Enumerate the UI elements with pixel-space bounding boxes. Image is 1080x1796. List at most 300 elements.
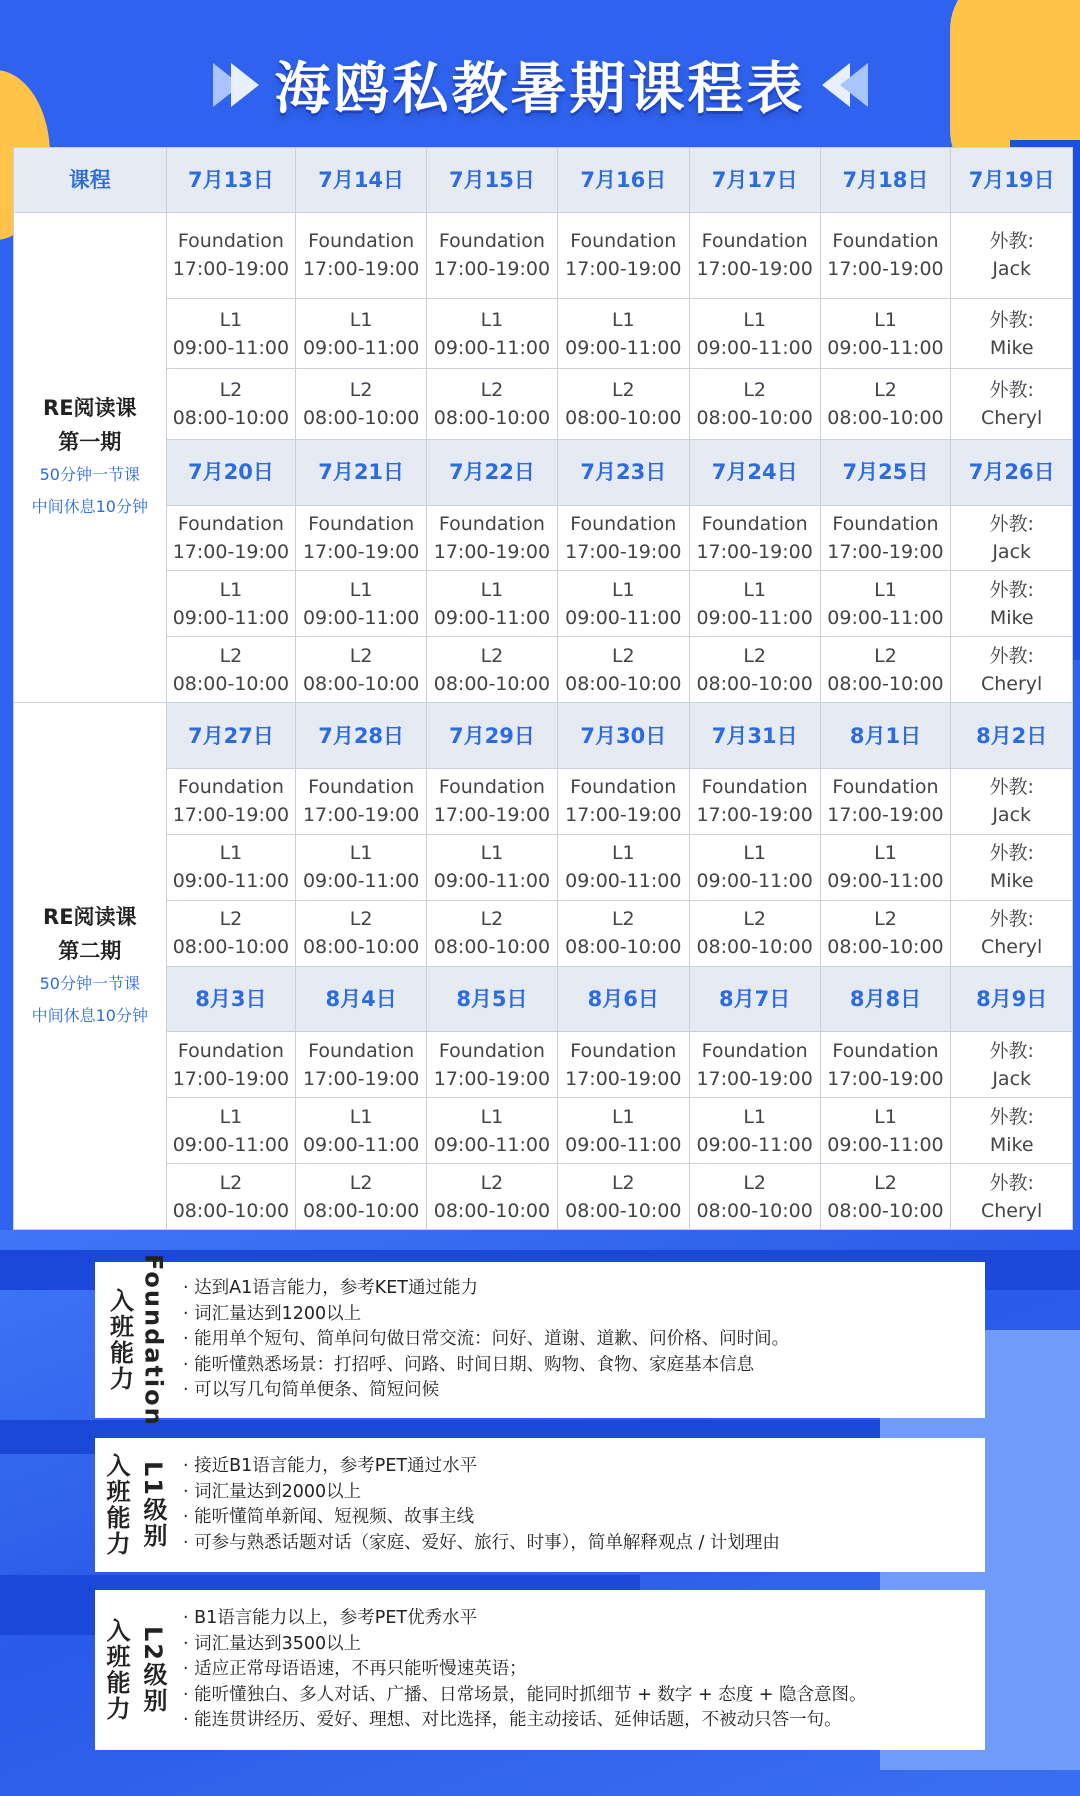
teacher-label: 外教: [989,230,1034,253]
session-cell [689,571,820,637]
requirement-item: · 能听懂熟悉场景：打招呼、问路、时间日期、购物、食物、家庭基本信息 [183,1353,789,1379]
requirement-card [95,1253,985,1427]
teacher-name: Cheryl [981,407,1043,430]
session-cell [296,212,427,298]
date-header: 7月22日 [427,439,558,505]
teacher-name: Jack [992,1067,1032,1090]
requirement-item: · 接近B1语言能力，参考PET通过水平 [183,1454,780,1480]
date-header: 8月2日 [951,703,1073,769]
session-level: Foundation [177,513,284,536]
session-level: L1 [349,578,373,601]
requirement-card [95,1438,985,1572]
session-time: 08:00-10:00 [696,1199,813,1222]
session-time: 17:00-19:00 [827,804,944,827]
level-label: L1级别 [139,1461,167,1549]
session-cell [689,637,820,703]
session-time: 09:00-11:00 [696,336,813,359]
session-time: 09:00-11:00 [696,870,813,893]
teacher-label: 外教: [989,1105,1034,1128]
session-time: 08:00-10:00 [433,407,551,430]
session-time: 08:00-10:00 [172,936,290,959]
session-cell [820,505,951,571]
session-level: L1 [611,842,635,865]
requirement-item: · 词汇量达到3500以上 [183,1632,867,1658]
session-cell [820,834,951,900]
session-cell [820,298,951,368]
session-time: 08:00-10:00 [565,672,682,695]
session-time: 09:00-11:00 [696,1133,813,1156]
session-level: L1 [611,308,635,331]
session-level: L2 [349,644,373,667]
date-header: 7月16日 [557,148,689,213]
date-header-row [14,703,1073,769]
session-level: Foundation [701,1039,808,1062]
date-header: 8月5日 [427,966,558,1032]
session-time: 09:00-11:00 [302,606,420,629]
session-level: L2 [480,644,504,667]
session-level: L2 [349,1171,373,1194]
date-header: 8月1日 [820,703,951,769]
session-level: L1 [874,308,897,331]
session-time: 08:00-10:00 [565,407,682,430]
teacher-cell [951,298,1073,368]
teacher-cell [951,1032,1073,1098]
session-time: 08:00-10:00 [433,1199,551,1222]
table-row [14,1164,1073,1230]
table-row [14,369,1073,439]
session-cell [296,1098,427,1164]
session-cell [166,212,296,298]
session-level: L2 [219,379,243,402]
session-time: 09:00-11:00 [827,606,944,629]
requirement-item: · 能听懂简单新闻、短视频、故事主线 [183,1505,780,1531]
requirement-item: · 能听懂独白、多人对话、广播、日常场景，能同时抓细节 + 数字 + 态度 + 隐含意图。 [183,1683,867,1709]
session-cell [296,768,427,834]
session-cell [166,1164,296,1230]
session-time: 17:00-19:00 [302,804,420,827]
session-time: 08:00-10:00 [302,936,420,959]
term-title: 第一期 [58,430,122,455]
session-time: 09:00-11:00 [565,336,682,359]
session-cell [820,212,951,298]
teacher-name: Mike [989,336,1034,359]
level-label: Foundation [139,1253,168,1427]
session-level: L2 [611,908,635,931]
session-level: L1 [219,1105,243,1128]
teacher-name: Jack [992,258,1032,281]
session-level: Foundation [308,230,415,253]
session-cell [427,571,558,637]
session-cell [427,768,558,834]
teacher-cell [951,900,1073,966]
date-header: 7月14日 [296,148,427,213]
session-time: 17:00-19:00 [827,541,944,564]
date-header: 7月19日 [951,148,1073,213]
session-time: 09:00-11:00 [827,1133,944,1156]
session-time: 09:00-11:00 [172,870,290,893]
session-cell [689,369,820,439]
ability-label: 入班能力 [102,1453,130,1557]
date-header: 8月6日 [557,966,689,1032]
session-level: L2 [480,908,504,931]
session-time: 17:00-19:00 [302,541,420,564]
date-header-row [14,966,1073,1032]
requirement-label [95,1590,175,1750]
session-cell [296,900,427,966]
term-title: RE阅读课 [43,905,137,930]
session-level: L2 [611,379,635,402]
session-cell [427,900,558,966]
session-level: L2 [611,644,635,667]
session-level: L1 [349,308,373,331]
session-time: 17:00-19:00 [696,258,813,281]
session-cell [427,1164,558,1230]
session-level: L1 [743,308,766,331]
session-time: 09:00-11:00 [827,870,944,893]
session-cell [427,1098,558,1164]
date-header: 7月13日 [166,148,296,213]
teacher-cell [951,571,1073,637]
date-header: 7月27日 [166,703,296,769]
session-cell [689,1164,820,1230]
session-time: 09:00-11:00 [302,336,420,359]
session-time: 17:00-19:00 [172,1067,290,1090]
teacher-label: 外教: [989,379,1034,402]
session-cell [820,1098,951,1164]
session-level: Foundation [832,513,939,536]
session-level: L2 [480,379,504,402]
table-row [14,834,1073,900]
requirement-list [175,1606,867,1734]
session-time: 09:00-11:00 [172,606,290,629]
session-cell [427,212,558,298]
ability-label: 入班能力 [105,1288,134,1392]
session-time: 08:00-10:00 [172,407,290,430]
term-note: 50分钟一节课 [39,974,140,994]
table-row [14,298,1073,368]
date-header: 7月30日 [557,703,689,769]
teacher-label: 外教: [989,513,1034,536]
date-header: 7月28日 [296,703,427,769]
session-time: 17:00-19:00 [172,258,290,281]
date-header: 7月21日 [296,439,427,505]
session-time: 08:00-10:00 [433,936,551,959]
session-cell [820,571,951,637]
session-cell [166,768,296,834]
date-header: 7月31日 [689,703,820,769]
session-level: Foundation [308,513,415,536]
session-cell [296,637,427,703]
term-cell [14,703,167,1230]
session-level: L2 [743,379,766,402]
session-time: 17:00-19:00 [565,1067,682,1090]
teacher-label: 外教: [989,1171,1034,1194]
session-cell [689,1098,820,1164]
session-cell [820,768,951,834]
double-arrow-right-icon [213,63,259,107]
requirement-item: · 词汇量达到1200以上 [183,1302,789,1328]
session-time: 17:00-19:00 [827,1067,944,1090]
session-level: L1 [480,842,504,865]
session-level: L2 [874,908,897,931]
session-time: 17:00-19:00 [433,258,551,281]
session-level: L2 [219,1171,243,1194]
teacher-label: 外教: [989,644,1034,667]
session-level: Foundation [701,776,808,799]
ability-label: 入班能力 [102,1618,130,1722]
session-level: L1 [480,578,504,601]
date-header: 7月20日 [166,439,296,505]
term-title: RE阅读课 [43,396,137,421]
session-time: 09:00-11:00 [433,1133,551,1156]
session-level: L1 [611,578,635,601]
requirement-label [95,1253,175,1427]
teacher-name: Mike [989,870,1034,893]
session-time: 08:00-10:00 [565,936,682,959]
session-cell [296,571,427,637]
term-title: 第二期 [58,939,122,964]
session-level: L1 [349,1105,373,1128]
session-level: L2 [743,644,766,667]
session-level: L1 [611,1105,635,1128]
session-level: Foundation [438,513,545,536]
session-level: Foundation [438,230,545,253]
table-row [14,212,1073,298]
session-cell [689,212,820,298]
session-cell [557,1098,689,1164]
session-cell [427,298,558,368]
session-cell [689,768,820,834]
session-time: 08:00-10:00 [696,672,813,695]
teacher-cell [951,1164,1073,1230]
level-label: L2级别 [139,1626,167,1714]
session-time: 09:00-11:00 [433,606,551,629]
session-cell [820,1164,951,1230]
session-cell [557,637,689,703]
session-level: Foundation [570,776,677,799]
session-cell [296,505,427,571]
table-row [14,637,1073,703]
term-note: 中间休息10分钟 [31,1006,148,1026]
schedule-table [13,147,1073,1230]
session-level: L2 [611,1171,635,1194]
session-time: 09:00-11:00 [302,870,420,893]
teacher-label: 外教: [989,908,1034,931]
session-level: L1 [480,308,504,331]
date-header: 8月9日 [951,966,1073,1032]
session-level: Foundation [308,1039,415,1062]
session-cell [689,900,820,966]
session-cell [557,1164,689,1230]
date-header: 7月25日 [820,439,951,505]
teacher-cell [951,637,1073,703]
session-level: Foundation [832,776,939,799]
session-cell [820,369,951,439]
teacher-cell [951,369,1073,439]
session-cell [296,298,427,368]
session-time: 08:00-10:00 [433,672,551,695]
session-time: 09:00-11:00 [565,870,682,893]
session-cell [166,1032,296,1098]
session-time: 08:00-10:00 [827,672,944,695]
session-level: L1 [874,842,897,865]
session-cell [557,768,689,834]
session-time: 17:00-19:00 [565,804,682,827]
session-level: L1 [743,842,766,865]
date-header: 8月7日 [689,966,820,1032]
session-cell [689,834,820,900]
session-level: L1 [743,578,766,601]
requirement-item: · 适应正常母语语速，不再只能听慢速英语； [183,1657,867,1683]
session-level: L2 [349,379,373,402]
date-header: 7月26日 [951,439,1073,505]
session-cell [166,900,296,966]
requirement-item: · 达到A1语言能力，参考KET通过能力 [183,1276,789,1302]
teacher-name: Jack [992,541,1032,564]
session-level: L1 [480,1105,504,1128]
teacher-cell [951,1098,1073,1164]
session-time: 09:00-11:00 [827,336,944,359]
term-cell [14,212,167,702]
session-time: 09:00-11:00 [172,1133,290,1156]
session-cell [820,900,951,966]
session-cell [557,369,689,439]
session-time: 09:00-11:00 [433,336,551,359]
teacher-label: 外教: [989,578,1034,601]
session-time: 17:00-19:00 [172,541,290,564]
session-cell [166,369,296,439]
session-time: 17:00-19:00 [696,1067,813,1090]
session-time: 17:00-19:00 [302,1067,420,1090]
session-cell [296,369,427,439]
table-row [14,1098,1073,1164]
table-row [14,505,1073,571]
session-level: Foundation [177,230,284,253]
session-level: L2 [480,1171,504,1194]
session-level: Foundation [570,230,677,253]
session-time: 09:00-11:00 [172,336,290,359]
session-level: L1 [874,578,897,601]
requirement-item: · B1语言能力以上，参考PET优秀水平 [183,1606,867,1632]
session-time: 08:00-10:00 [827,936,944,959]
session-cell [557,571,689,637]
page-title: 海鸥私教暑期课程表 [274,57,806,122]
session-level: Foundation [177,776,284,799]
session-cell [689,1032,820,1098]
session-cell [820,1032,951,1098]
session-level: Foundation [570,513,677,536]
session-level: Foundation [701,513,808,536]
date-header-row [14,439,1073,505]
requirement-item: · 可参与熟悉话题对话（家庭、爱好、旅行、时事），简单解释观点 / 计划理由 [183,1531,780,1557]
requirement-card [95,1590,985,1750]
session-time: 17:00-19:00 [302,258,420,281]
date-header: 7月24日 [689,439,820,505]
course-header: 课程 [14,148,167,213]
date-header: 7月15日 [427,148,558,213]
session-time: 08:00-10:00 [565,1199,682,1222]
term-note: 中间休息10分钟 [31,497,148,517]
session-time: 08:00-10:00 [172,1199,290,1222]
session-cell [427,505,558,571]
date-header: 7月29日 [427,703,558,769]
teacher-cell [951,768,1073,834]
teacher-name: Cheryl [981,936,1043,959]
term-note: 50分钟一节课 [39,465,140,485]
session-time: 17:00-19:00 [696,541,813,564]
session-cell [166,834,296,900]
session-cell [296,834,427,900]
session-level: L2 [743,1171,766,1194]
session-level: Foundation [832,230,939,253]
session-time: 17:00-19:00 [827,258,944,281]
table-row [14,768,1073,834]
session-cell [557,298,689,368]
session-time: 17:00-19:00 [433,1067,551,1090]
teacher-cell [951,212,1073,298]
session-cell [427,369,558,439]
teacher-label: 外教: [989,1039,1034,1062]
session-cell [557,505,689,571]
session-time: 09:00-11:00 [565,1133,682,1156]
session-time: 09:00-11:00 [433,870,551,893]
teacher-label: 外教: [989,308,1034,331]
teacher-label: 外教: [989,842,1034,865]
teacher-name: Cheryl [981,1199,1043,1222]
session-level: L1 [874,1105,897,1128]
session-level: Foundation [438,1039,545,1062]
session-time: 17:00-19:00 [565,541,682,564]
session-level: L2 [874,1171,897,1194]
session-cell [296,1164,427,1230]
session-cell [427,834,558,900]
session-time: 08:00-10:00 [827,407,944,430]
session-time: 08:00-10:00 [302,672,420,695]
session-cell [557,900,689,966]
session-cell [166,298,296,368]
session-level: Foundation [701,230,808,253]
session-level: Foundation [832,1039,939,1062]
session-level: L1 [743,1105,766,1128]
session-time: 08:00-10:00 [302,1199,420,1222]
teacher-cell [951,834,1073,900]
session-level: L1 [219,308,243,331]
session-time: 09:00-11:00 [696,606,813,629]
teacher-cell [951,505,1073,571]
teacher-name: Mike [989,606,1034,629]
session-level: L2 [874,379,897,402]
session-level: L1 [349,842,373,865]
teacher-label: 外教: [989,776,1034,799]
session-cell [689,505,820,571]
session-time: 08:00-10:00 [172,672,290,695]
session-level: Foundation [570,1039,677,1062]
requirement-item: · 词汇量达到2000以上 [183,1480,780,1506]
session-time: 17:00-19:00 [433,804,551,827]
session-level: L2 [874,644,897,667]
session-time: 17:00-19:00 [433,541,551,564]
session-cell [166,505,296,571]
date-header: 7月18日 [820,148,951,213]
session-level: L2 [743,908,766,931]
teacher-name: Cheryl [981,672,1043,695]
session-time: 17:00-19:00 [696,804,813,827]
session-level: L2 [349,908,373,931]
requirement-item: · 能用单个短句、简单问句做日常交流：问好、道谢、道歉、问价格、问时间。 [183,1327,789,1353]
session-cell [557,1032,689,1098]
table-row [14,571,1073,637]
session-cell [557,834,689,900]
